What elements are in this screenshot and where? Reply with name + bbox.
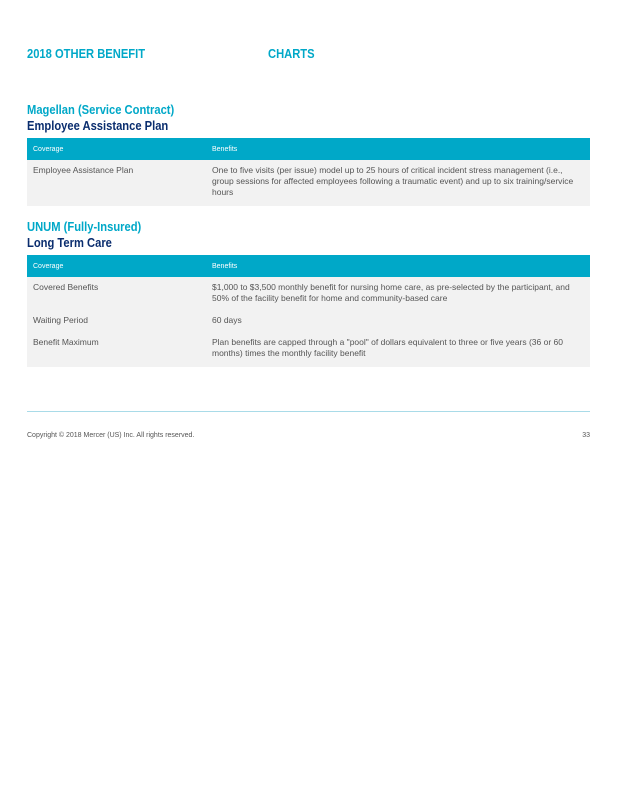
column-header-coverage: Coverage — [27, 138, 206, 160]
coverage-cell: Benefit Maximum — [27, 332, 206, 367]
page-title: 2018 OTHER BENEFIT — [27, 46, 146, 61]
ltc-table — [27, 255, 590, 367]
eap-table — [27, 138, 590, 206]
table-header-row — [27, 138, 590, 160]
coverage-cell: Employee Assistance Plan — [27, 160, 206, 206]
column-header-coverage: Coverage — [27, 255, 206, 277]
benefits-cell: $1,000 to $3,500 monthly benefit for nursing home care, as pre-selected by the participant, and 50% of the facility benefit for home and community-based care — [206, 277, 590, 310]
benefits-cell: One to five visits (per issue) model up to 25 hours of critical incident stress management (i.e., group sessions for affected employees following a traumatic event) and up to six training/service hours — [206, 160, 590, 206]
copyright-notice: Copyright © 2018 Mercer (US) Inc. All rights reserved. — [27, 432, 195, 439]
ltc-section — [27, 219, 590, 367]
coverage-cell: Waiting Period — [27, 310, 206, 332]
table-row — [27, 277, 590, 310]
column-header-benefits: Benefits — [206, 255, 590, 277]
table-header-row — [27, 255, 590, 277]
section-title: Employee Assistance Plan — [27, 118, 169, 133]
table-row — [27, 332, 590, 367]
page-title-suffix: CHARTS — [268, 46, 315, 61]
page-header — [27, 46, 597, 64]
eap-section — [27, 102, 590, 206]
footer-divider — [27, 411, 590, 412]
table-row — [27, 310, 590, 332]
section-provider: UNUM (Fully-Insured) — [27, 219, 142, 234]
benefits-cell: 60 days — [206, 310, 590, 332]
page-number: 33 — [582, 432, 590, 439]
benefits-cell: Plan benefits are capped through a "pool" of dollars equivalent to three or five years (36 or 60 months) times the monthly facility benefit — [206, 332, 590, 367]
column-header-benefits: Benefits — [206, 138, 590, 160]
coverage-cell: Covered Benefits — [27, 277, 206, 310]
section-title: Long Term Care — [27, 235, 112, 250]
section-provider: Magellan (Service Contract) — [27, 102, 175, 117]
table-row — [27, 160, 590, 206]
